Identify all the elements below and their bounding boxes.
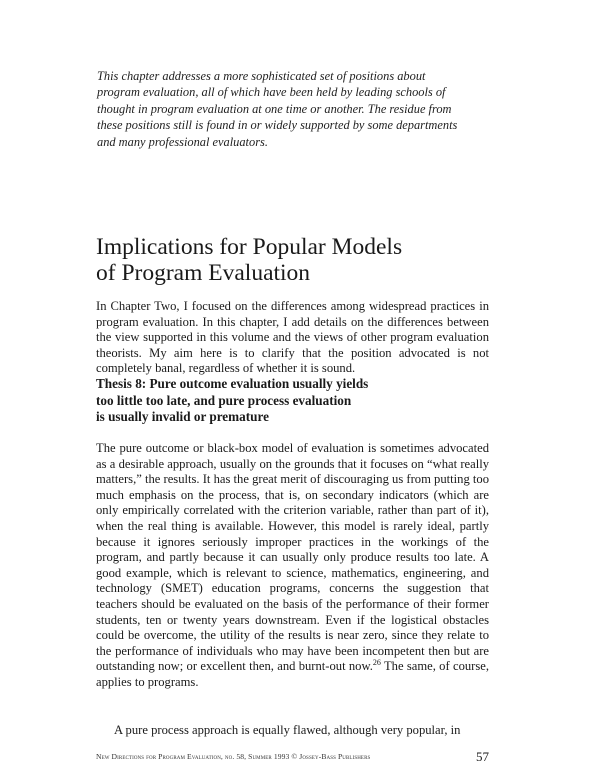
chapter-abstract: This chapter addresses a more sophisticated set of positions about program evaluation, all of which have been held by leading schools of thought in program evaluation at one time or another. The residue from these positions still is found in or widely supported by some departments and many professional evaluators. [97, 69, 458, 149]
chapter-title-line-1: Implications for Popular Models [96, 234, 403, 260]
paragraph-1-text: The pure outcome or black-box model of evaluation is sometimes advocated as a desirable approach, usually on the grounds that it focuses on “what really matters,” the results. It has the great merit of discouraging us from putting too much emphasis on the process, that is, on secondary indicators (which are only empirically correlated with the criterion variable, rather than part of it), when the real thing is available. However, this model is rarely ideal, partly because it ignores seriously improper practices in the workings of the program, and partly because it can usually only produce results too late. A good example, which is relevant to science, mathematics, engineering, and technology (SMET) education programs, concerns the suggestion that teachers should be evaluated on the basis of the performance of their former students, ten or twenty years downstream. Even if the logistical obstacles could be overcome, the utility of the results is near zero, since they relate to the performance of individuals who may have been incompetent then but are outstanding now; or excellent then, and burnt-out now. [96, 441, 489, 674]
footer-journal-citation: New Directions for Program Evaluation, no. 58, Summer 1993 © Jossey-Bass Publishers [96, 752, 371, 761]
intro-paragraph: In Chapter Two, I focused on the differences among widespread practices in program evaluation. In this chapter, I add details on the differences between the view supported in this volume and the views of other program evaluation theorists. My aim here is to clarify that the position advocated is not completely banal, regardless of whether it is sound. [96, 299, 489, 376]
footnote-marker: 26 [372, 658, 381, 668]
thesis-heading [96, 376, 489, 426]
paragraph-1-text-after: The same, of course, applies to programs. [96, 659, 489, 689]
thesis-heading-line-1: Thesis 8: Pure outcome evaluation usually yields [96, 376, 369, 391]
body-paragraph-1 [96, 441, 489, 691]
chapter-title [96, 234, 516, 286]
page-number: 57 [476, 749, 489, 764]
thesis-heading-line-3: is usually invalid or premature [96, 409, 269, 425]
thesis-heading-line-2: too little too late, and pure process evaluation [96, 392, 352, 408]
chapter-title-line-2: of Program Evaluation [96, 260, 311, 286]
body-paragraph-2: A pure process approach is equally flawed, although very popular, in [114, 723, 461, 737]
page-footer [96, 749, 489, 765]
